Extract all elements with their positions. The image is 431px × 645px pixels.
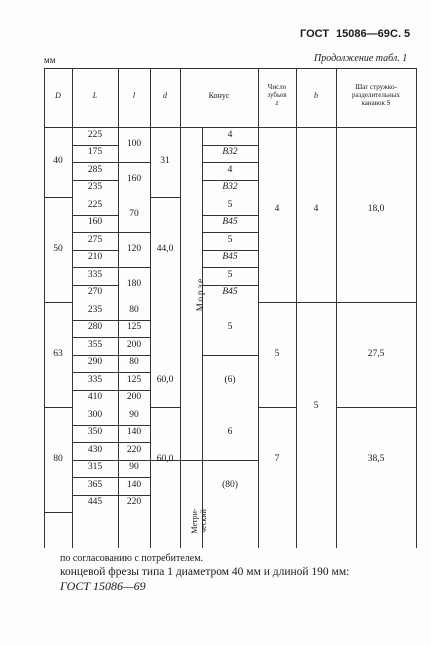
cell-L: 270 bbox=[87, 287, 103, 298]
cell-L: 225 bbox=[87, 129, 103, 140]
table-hline bbox=[44, 197, 72, 198]
table-vline bbox=[296, 68, 297, 548]
cone-type-metric-1: Метри- bbox=[190, 508, 199, 534]
col-D: D bbox=[55, 91, 61, 100]
table-hline bbox=[72, 320, 118, 321]
table-hline bbox=[44, 68, 416, 69]
table-hline bbox=[72, 477, 118, 478]
table-hline bbox=[118, 372, 150, 373]
table-vline bbox=[150, 68, 151, 548]
table-hline bbox=[118, 425, 150, 426]
cell-L: 225 bbox=[87, 199, 103, 210]
cell-L: 445 bbox=[87, 497, 103, 508]
cell-S: 27,5 bbox=[367, 348, 385, 359]
cone-type-morse: Морзе bbox=[195, 276, 205, 312]
cell-d: 31 bbox=[160, 156, 170, 166]
cell-d: 44,0 bbox=[156, 243, 174, 254]
footer-designation: ГОСТ 15086—69 bbox=[60, 579, 146, 593]
table-hline bbox=[44, 302, 72, 303]
col-step-3: канавок S bbox=[361, 99, 391, 107]
col-b: b bbox=[314, 91, 318, 100]
cell-cone: B45 bbox=[222, 252, 238, 263]
cell-l: 125 bbox=[126, 374, 142, 385]
table-hline bbox=[336, 407, 416, 408]
table-hline bbox=[118, 460, 150, 461]
table-hline bbox=[118, 267, 150, 268]
table-hline bbox=[202, 162, 258, 163]
table-vline bbox=[44, 68, 45, 548]
cell-L: 160 bbox=[87, 217, 103, 228]
footer-example: концевой фрезы типа 1 диаметром 40 мм и длиной 190 мм: bbox=[60, 566, 350, 578]
cell-l: 80 bbox=[129, 304, 139, 315]
table-hline bbox=[118, 495, 150, 496]
col-teeth-3: z bbox=[275, 99, 279, 107]
table-hline bbox=[202, 355, 258, 356]
table-hline bbox=[44, 512, 72, 513]
cell-l: 125 bbox=[126, 322, 142, 333]
col-step-1: Шаг стружко- bbox=[355, 83, 397, 91]
table-hline bbox=[202, 267, 258, 268]
cell-cone: 5 bbox=[227, 234, 233, 245]
table-hline bbox=[118, 477, 150, 478]
col-cone: Конус bbox=[208, 91, 230, 100]
cell-L: 175 bbox=[87, 147, 103, 158]
cell-cone: 5 bbox=[227, 322, 233, 333]
cell-b: 5 bbox=[313, 401, 319, 411]
cell-cone: 4 bbox=[227, 164, 233, 175]
table-hline bbox=[118, 232, 150, 233]
table-hline bbox=[118, 390, 150, 391]
cell-l: 140 bbox=[126, 427, 142, 438]
table-hline bbox=[150, 197, 180, 198]
continuation-label: Продолжение табл. 1 bbox=[314, 53, 408, 64]
table-hline bbox=[44, 127, 416, 128]
cell-z: 5 bbox=[274, 348, 280, 359]
table-hline bbox=[202, 285, 258, 286]
cell-L: 315 bbox=[87, 462, 103, 473]
cell-L: 235 bbox=[87, 182, 103, 193]
cell-z: 7 bbox=[274, 453, 280, 464]
table-hline bbox=[72, 337, 118, 338]
cell-L: 275 bbox=[87, 234, 103, 245]
cell-l: 160 bbox=[126, 173, 142, 184]
cell-L: 410 bbox=[87, 392, 103, 403]
table-hline bbox=[202, 215, 258, 216]
table-hline bbox=[72, 267, 118, 268]
cell-L: 285 bbox=[87, 164, 103, 175]
cell-S: 38,5 bbox=[367, 453, 385, 464]
cell-l: 90 bbox=[129, 462, 139, 473]
cell-cone: 5 bbox=[227, 199, 233, 210]
cell-L: 365 bbox=[87, 479, 103, 490]
cell-cone: B32 bbox=[222, 182, 238, 193]
cell-cone: (6) bbox=[224, 374, 236, 385]
cell-L: 280 bbox=[87, 322, 103, 333]
standard-number: 15086—69 bbox=[336, 28, 390, 40]
page-number: С. 5 bbox=[390, 28, 411, 40]
table-hline bbox=[44, 407, 72, 408]
unit-label: мм bbox=[44, 55, 56, 65]
col-l: l bbox=[132, 91, 136, 100]
cell-L: 355 bbox=[87, 339, 103, 350]
table-vline bbox=[416, 68, 417, 548]
table-hline bbox=[72, 390, 118, 391]
table-hline bbox=[72, 215, 118, 216]
table-hline bbox=[72, 460, 118, 461]
cone-type-metric-2: ческий bbox=[199, 509, 208, 533]
cell-l: 140 bbox=[126, 479, 142, 490]
cell-z: 4 bbox=[274, 203, 280, 214]
col-d: d bbox=[163, 91, 167, 100]
cell-cone: B45 bbox=[222, 217, 238, 228]
cell-d: 60,0 bbox=[156, 453, 174, 464]
cell-l: 200 bbox=[126, 339, 142, 350]
cell-l: 120 bbox=[126, 243, 142, 254]
cell-L: 290 bbox=[87, 357, 103, 368]
cell-b: 4 bbox=[313, 203, 319, 214]
cell-l: 220 bbox=[126, 497, 142, 508]
col-teeth-1: Число bbox=[267, 83, 287, 91]
table-vline bbox=[180, 68, 181, 548]
table-hline bbox=[72, 162, 118, 163]
table-vline bbox=[258, 68, 259, 548]
cell-cone: B32 bbox=[222, 147, 238, 158]
cell-L: 335 bbox=[87, 269, 103, 280]
table-hline bbox=[150, 407, 180, 408]
footer-note: по согласованию с потребителем. bbox=[60, 553, 204, 564]
table-hline bbox=[72, 442, 118, 443]
table-hline bbox=[72, 285, 118, 286]
cell-S: 18,0 bbox=[367, 203, 385, 214]
table-hline bbox=[180, 460, 202, 461]
cell-D: 50 bbox=[53, 243, 63, 254]
table-hline bbox=[72, 250, 118, 251]
table-hline bbox=[202, 232, 258, 233]
table-vline bbox=[336, 68, 337, 548]
table-hline bbox=[118, 162, 150, 163]
cell-cone: B45 bbox=[222, 287, 238, 298]
cell-cone: 5 bbox=[227, 269, 233, 280]
table-hline bbox=[72, 355, 118, 356]
cell-l: 90 bbox=[129, 409, 139, 420]
cell-L: 210 bbox=[87, 252, 103, 263]
cell-l: 80 bbox=[129, 357, 139, 368]
cell-d: 60,0 bbox=[156, 374, 174, 385]
table-hline bbox=[72, 232, 118, 233]
cell-l: 180 bbox=[126, 278, 142, 289]
table-hline bbox=[72, 145, 118, 146]
col-teeth-2: зубьев bbox=[267, 91, 287, 99]
cell-cone: (80) bbox=[222, 479, 238, 490]
cell-cone: 4 bbox=[227, 129, 233, 140]
table-hline bbox=[202, 460, 258, 461]
col-step-2: разделительных bbox=[352, 91, 400, 99]
standard-label: ГОСТ bbox=[300, 28, 330, 40]
cone-type-metric bbox=[190, 496, 208, 546]
table-hline bbox=[72, 425, 118, 426]
table-hline bbox=[258, 407, 296, 408]
cell-D: 40 bbox=[53, 156, 63, 166]
cell-D: 80 bbox=[53, 453, 63, 464]
cell-L: 335 bbox=[87, 374, 103, 385]
table-hline bbox=[72, 372, 118, 373]
cell-l: 100 bbox=[126, 138, 142, 149]
table-hline bbox=[118, 355, 150, 356]
cell-L: 300 bbox=[87, 409, 103, 420]
table-hline bbox=[72, 180, 118, 181]
cell-L: 350 bbox=[87, 427, 103, 438]
cell-L: 430 bbox=[87, 444, 103, 455]
table-hline bbox=[258, 302, 416, 303]
table-hline bbox=[118, 442, 150, 443]
cell-L: 235 bbox=[87, 304, 103, 315]
cell-l: 220 bbox=[126, 444, 142, 455]
col-L: L bbox=[92, 91, 98, 100]
table-hline bbox=[202, 250, 258, 251]
table-hline bbox=[118, 320, 150, 321]
cell-cone: 6 bbox=[227, 427, 233, 438]
table-hline bbox=[72, 495, 118, 496]
cell-D: 63 bbox=[53, 348, 63, 359]
table-hline bbox=[118, 337, 150, 338]
cell-l: 200 bbox=[126, 392, 142, 403]
table-hline bbox=[202, 145, 258, 146]
cell-l: 70 bbox=[129, 208, 139, 219]
table-hline bbox=[202, 180, 258, 181]
